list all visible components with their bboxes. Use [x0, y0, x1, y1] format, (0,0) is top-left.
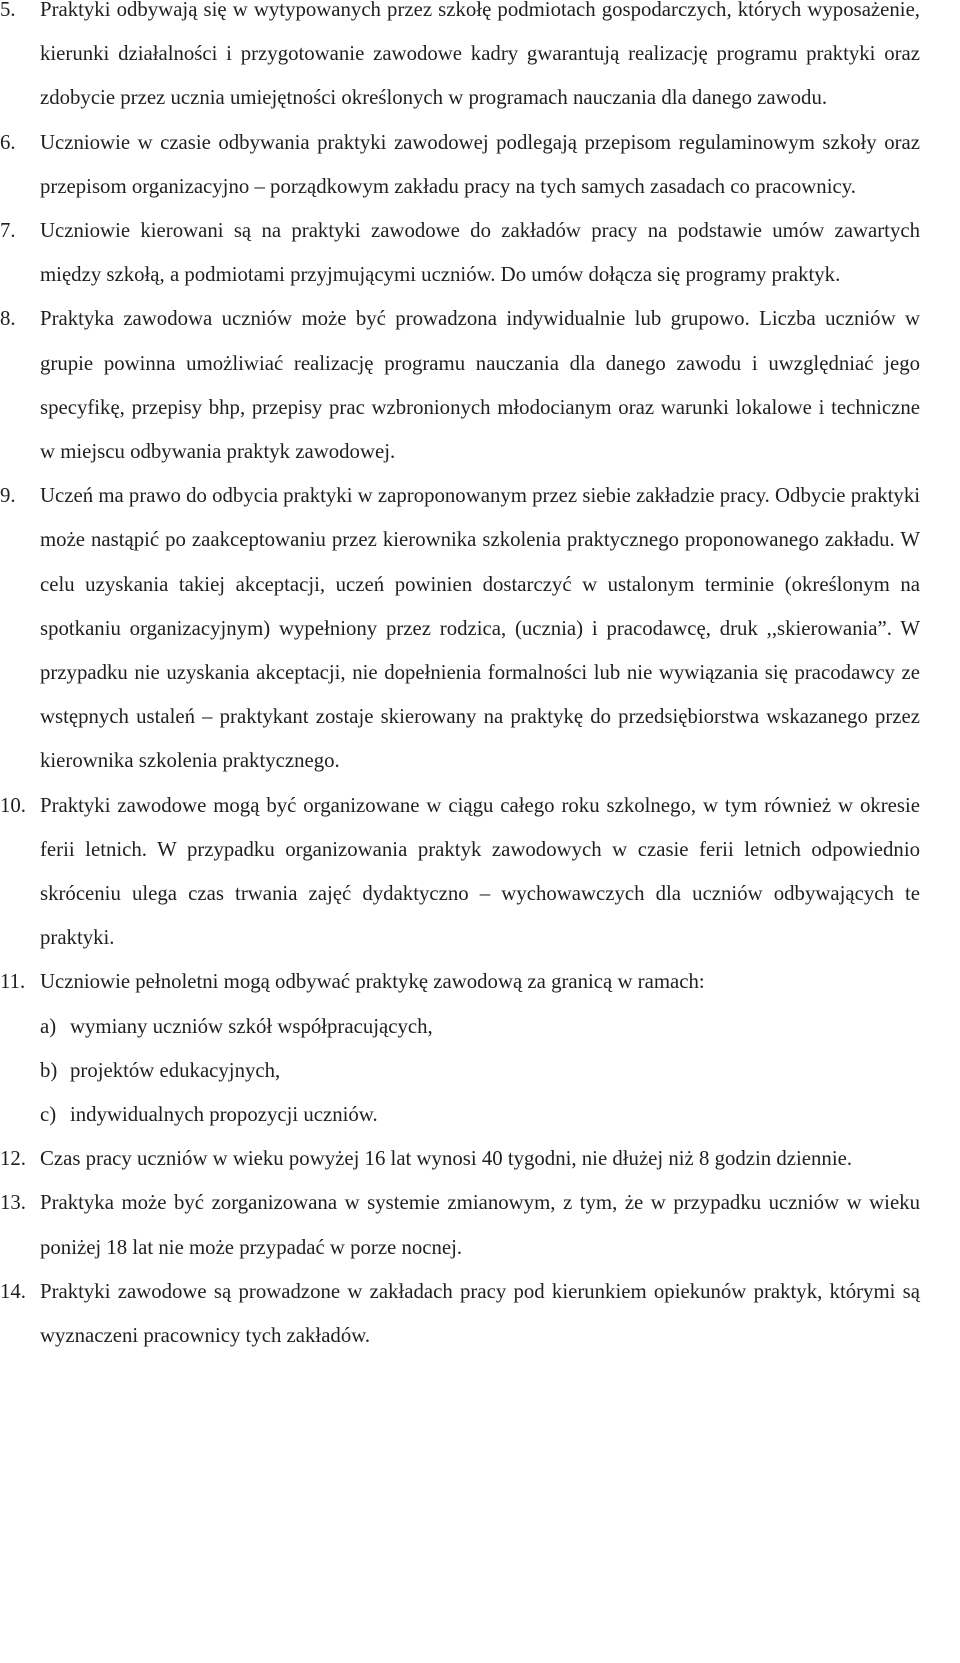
item-number: 6.	[0, 130, 16, 154]
sub-item-text: wymiany uczniów szkół współpracujących,	[70, 1014, 433, 1038]
list-item	[0, 1270, 920, 1358]
item-text: Praktyki zawodowe są prowadzone w zakładach pracy pod kierunkiem opiekunów praktyk, którymi są wyznaczeni pracownicy tych zakładów.	[40, 1279, 920, 1348]
item-number: 7.	[0, 219, 16, 243]
item-text: Praktyki zawodowe mogą być organizowane w ciągu całego roku szkolnego, w tym również w okresie ferii letnich. W przypadku organizowania praktyk zawodowych w czasie ferii letnich odpowiednio skróceniu ulega czas trwania zajęć dydaktyczno – wychowawczych dla uczniów odbywających te praktyki.	[40, 793, 920, 950]
sub-item-letter: a)	[40, 1014, 57, 1038]
item-number: 11.	[0, 970, 26, 994]
item-number: 9.	[0, 484, 16, 508]
item-number: 14.	[0, 1279, 26, 1303]
sub-list-item	[0, 1005, 920, 1049]
item-text: Uczniowie pełnoletni mogą odbywać praktykę zawodową za granicą w ramach:	[40, 970, 705, 994]
item-text: Praktyka zawodowa uczniów może być prowadzona indywidualnie lub grupowo. Liczba uczniów w grupie powinna umożliwiać realizację programu nauczania dla danego zawodu i uwzględniać jego specyfikę, przepisy bhp, przepisy prac wzbronionych młodocianym oraz warunki lokalowe i techniczne w miejscu odbywania praktyk zawodowej.	[40, 307, 920, 464]
item-number: 13.	[0, 1191, 26, 1215]
list-item	[0, 784, 920, 961]
sub-item-letter: b)	[40, 1058, 58, 1082]
list-item	[0, 960, 920, 1137]
item-number: 12.	[0, 1147, 26, 1171]
list-item	[0, 209, 920, 297]
sub-item-text: projektów edukacyjnych,	[70, 1058, 281, 1082]
item-number: 8.	[0, 307, 16, 331]
list-item	[0, 0, 920, 121]
item-text: Czas pracy uczniów w wieku powyżej 16 lat wynosi 40 tygodni, nie dłużej niż 8 godzin dziennie.	[40, 1147, 853, 1171]
item-text: Uczniowie w czasie odbywania praktyki zawodowej podlegają przepisom regulaminowym szkoły oraz przepisom organizacyjno – porządkowym zakładu pracy na tych samych zasadach co pracownicy.	[40, 130, 920, 198]
sub-item-letter: c)	[40, 1103, 57, 1127]
sub-list-item	[0, 1093, 920, 1137]
item-text: Uczniowie kierowani są na praktyki zawodowe do zakładów pracy na podstawie umów zawartych między szkołą, a podmiotami przyjmującymi uczniów. Do umów dołącza się programy praktyk.	[40, 219, 920, 287]
sub-list-item	[0, 1049, 920, 1093]
item-text: Uczeń ma prawo do odbycia praktyki w zaproponowanym przez siebie zakładzie pracy. Odbycie praktyki może nastąpić po zaakceptowaniu przez kierownika szkolenia praktycznego proponowanego zakładu. W celu uzyskania takiej akceptacji, uczeń powinien dostarczyć w ustalonym terminie (określonym na spotkaniu organizacyjnym) wypełniony przez rodzica, (ucznia) i pracodawcę, druk ,,skierowania”. W przypadku nie uzyskania akceptacji, nie dopełnienia formalności lub nie wywiązania się pracodawcy ze wstępnych ustaleń – praktykant zostaje skierowany na praktykę do przedsiębiorstwa wskazanego przez kierownika szkolenia praktycznego.	[40, 484, 920, 773]
list-item	[0, 121, 920, 209]
list-item	[0, 297, 920, 474]
sub-item-text: indywidualnych propozycji uczniów.	[70, 1103, 378, 1127]
item-text: Praktyki odbywają się w wytypowanych przez szkołę podmiotach gospodarczych, których wyposażenie, kierunki działalności i przygotowanie zawodowe kadry gwarantują realizację programu praktyki oraz zdobycie przez ucznia umiejętności określonych w programach nauczania dla danego zawodu.	[40, 0, 920, 110]
list-item	[0, 1181, 920, 1269]
list-item	[0, 1137, 920, 1181]
list-item	[0, 474, 920, 783]
item-text: Praktyka może być zorganizowana w systemie zmianowym, z tym, że w przypadku uczniów w wieku poniżej 18 lat nie może przypadać w porze nocnej.	[40, 1191, 920, 1259]
item-number: 5.	[0, 0, 16, 21]
item-number: 10.	[0, 793, 26, 817]
sub-list	[0, 1005, 920, 1138]
